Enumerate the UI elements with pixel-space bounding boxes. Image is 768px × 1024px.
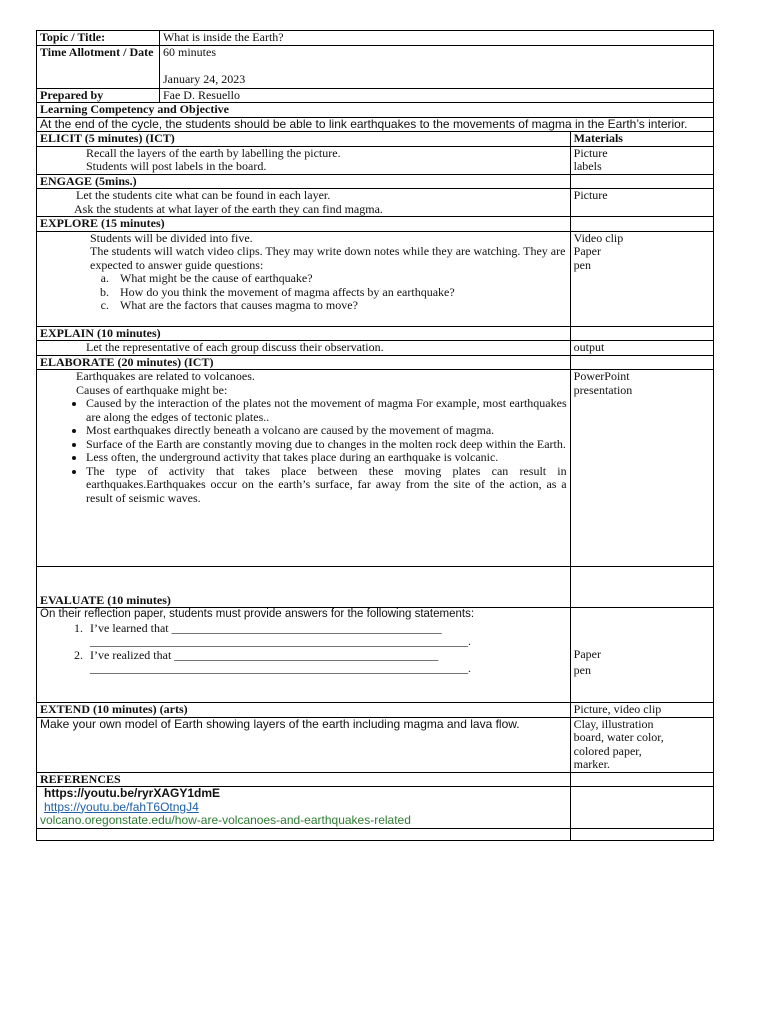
evaluate-item-blank-line: _______________________________________________________________. <box>90 635 471 648</box>
elaborate-bullet: • Surface of the Earth are constantly moving due to changes in the molten rock deep within the Earth. <box>86 438 567 452</box>
elaborate-materials <box>570 370 713 567</box>
extend-materials <box>570 717 713 772</box>
materials-heading: Materials <box>570 132 713 147</box>
engage-heading-materials <box>570 174 713 189</box>
evaluate-item-blank-line: _______________________________________________________________. <box>90 662 471 675</box>
engage-heading: ENGAGE (5mins.) <box>37 174 571 189</box>
explore-heading: EXPLORE (15 minutes) <box>37 217 571 232</box>
elaborate-bullet: • Most earthquakes directly beneath a volcano are caused by the movement of magma. <box>86 424 567 438</box>
elicit-heading: ELICIT (5 minutes) (ICT) <box>37 132 571 147</box>
elicit-line-2: Students will post labels in the board. <box>86 159 267 173</box>
evaluate-item <box>86 622 567 649</box>
competency-text-row <box>37 117 714 132</box>
evaluate-materials <box>570 608 713 703</box>
evaluate-item-blank: ____________________________________________ <box>174 647 439 662</box>
explain-line: Let the representative of each group discuss their observation. <box>86 340 384 354</box>
explain-materials <box>570 341 713 356</box>
explain-body-row <box>37 341 714 356</box>
evaluate-heading-row <box>37 567 714 608</box>
explain-heading: EXPLAIN (10 minutes) <box>37 326 571 341</box>
engage-body-row <box>37 189 714 217</box>
explore-material-1: Video clip <box>573 230 624 245</box>
evaluate-item-blank: _____________________________________________ <box>171 620 442 635</box>
references-bottom-row <box>37 828 714 840</box>
elicit-line-1: Recall the layers of the earth by labelling the picture. <box>86 145 341 160</box>
extend-heading: EXTEND (10 minutes) (arts) <box>37 703 571 718</box>
explore-heading-materials <box>570 217 713 232</box>
lesson-plan-document <box>36 30 714 841</box>
extend-material-3: colored paper, <box>573 743 642 758</box>
engage-heading-row <box>37 174 714 189</box>
explore-material-2: Paper <box>573 244 601 258</box>
elaborate-material-2: presentation <box>573 382 633 397</box>
elaborate-line-2: Causes of earthquake might be: <box>76 382 228 397</box>
evaluate-item-label: I’ve learned that <box>90 620 172 635</box>
engage-materials <box>570 189 713 217</box>
references-materials <box>570 787 713 829</box>
explore-question-list <box>40 272 567 313</box>
evaluate-heading: EVALUATE (10 minutes) <box>37 567 571 608</box>
elaborate-line-1: Earthquakes are related to volcanoes. <box>76 369 255 383</box>
evaluate-item-label: I’ve realized that <box>90 647 175 662</box>
extend-body-row <box>37 717 714 772</box>
references-heading: REFERENCES <box>37 772 571 787</box>
references-heading-row <box>37 772 714 787</box>
evaluate-material-1: Paper <box>573 647 601 661</box>
explore-question: c. What are the factors that causes magma to move? <box>112 299 567 313</box>
engage-body <box>37 189 571 217</box>
explain-heading-row <box>37 326 714 341</box>
prepared-row <box>37 88 714 103</box>
explore-heading-row <box>37 217 714 232</box>
extend-material-2: board, water color, <box>573 730 664 744</box>
engage-line-1: Let the students cite what can be found in each layer. <box>76 188 331 202</box>
explain-body <box>37 341 571 356</box>
explore-question: a. What might be the cause of earthquake? <box>112 272 567 286</box>
extend-material-4: marker. <box>573 757 610 771</box>
evaluate-body-row <box>37 608 714 703</box>
topic-label: Topic / Title: <box>37 31 160 46</box>
references-heading-materials <box>570 772 713 787</box>
reference-link-3[interactable]: volcano.oregonstate.edu/how-are-volcanoes-and-earthquakes-related <box>40 813 411 827</box>
explain-heading-materials <box>570 326 713 341</box>
competency-text: At the end of the cycle, the students should be able to link earthquakes to the movements of magma in the Earth’s interior. <box>37 117 714 132</box>
elicit-body <box>37 146 571 174</box>
explore-body-row <box>37 231 714 326</box>
lesson-plan-table <box>36 30 714 841</box>
evaluate-list <box>40 622 567 676</box>
elaborate-heading: ELABORATE (20 minutes) (ICT) <box>37 355 571 370</box>
elicit-material-1: Picture <box>573 145 608 160</box>
explore-material-3: pen <box>573 257 591 272</box>
evaluate-material-2: pen <box>573 662 591 677</box>
topic-row <box>37 31 714 46</box>
elaborate-material-1: PowerPoint <box>573 369 630 383</box>
time-value: 60 minutes <box>162 44 216 59</box>
engage-material-1: Picture <box>573 188 608 202</box>
evaluate-body <box>37 608 571 703</box>
explore-question: b. How do you think the movement of magma affects by an earthquake? <box>112 286 567 300</box>
explore-body <box>37 231 571 326</box>
elaborate-bullet: • Less often, the underground activity that takes place during an earthquake is volcanic. <box>86 451 567 465</box>
explore-materials <box>570 231 713 326</box>
evaluate-intro: On their reflection paper, students must provide answers for the following statements: <box>40 608 475 620</box>
topic-value: What is inside the Earth? <box>159 31 713 46</box>
elicit-material-2: labels <box>573 159 602 173</box>
explore-line-1: Students will be divided into five. <box>90 230 253 245</box>
competency-heading: Learning Competency and Objective <box>37 103 714 118</box>
time-cell <box>159 45 713 88</box>
evaluate-heading-materials <box>570 567 713 608</box>
elicit-heading-row <box>37 132 714 147</box>
elaborate-body-row <box>37 370 714 567</box>
evaluate-item <box>86 649 567 676</box>
extend-material-1: Clay, illustration <box>573 716 654 731</box>
references-body <box>37 787 571 829</box>
reference-link-2[interactable]: https://youtu.be/fahT6OtngJ4 <box>44 799 199 814</box>
reference-link-1[interactable]: https://youtu.be/ryrXAGY1dmE <box>44 786 221 800</box>
elaborate-heading-materials <box>570 355 713 370</box>
explore-line-2: The students will watch video clips. They may write down notes while they are watching. They are expected to answer guide questions: <box>90 244 566 272</box>
bottom-empty-materials <box>570 828 713 840</box>
references-body-row <box>37 787 714 829</box>
prepared-label: Prepared by <box>37 88 160 103</box>
competency-heading-row <box>37 103 714 118</box>
elaborate-bullet: • Caused by the interaction of the plates not the movement of magma For example, most earthquakes are along the edges of tectonic plates.. <box>86 397 567 424</box>
elaborate-heading-row <box>37 355 714 370</box>
elicit-materials <box>570 146 713 174</box>
time-row <box>37 45 714 88</box>
extend-heading-row <box>37 703 714 718</box>
time-label: Time Allotment / Date <box>37 45 160 88</box>
prepared-value: Fae D. Resuello <box>159 88 713 103</box>
extend-heading-materials: Picture, video clip <box>570 703 713 718</box>
date-value: January 24, 2023 <box>162 72 246 86</box>
elicit-body-row <box>37 146 714 174</box>
bottom-empty-cell <box>37 828 571 840</box>
explain-material-1: output <box>573 340 605 354</box>
elaborate-body <box>37 370 571 567</box>
elaborate-bullet-list <box>40 397 567 505</box>
engage-line-2: Ask the students at what layer of the earth they can find magma. <box>74 201 383 216</box>
extend-text: Make your own model of Earth showing layers of the earth including magma and lava flow. <box>37 717 571 772</box>
elaborate-bullet: • The type of activity that takes place between these moving plates can result in earthquakes.Earthquakes occur on the earth’s surface, far away from the site of the action, as a result of seismic waves. <box>86 465 567 506</box>
